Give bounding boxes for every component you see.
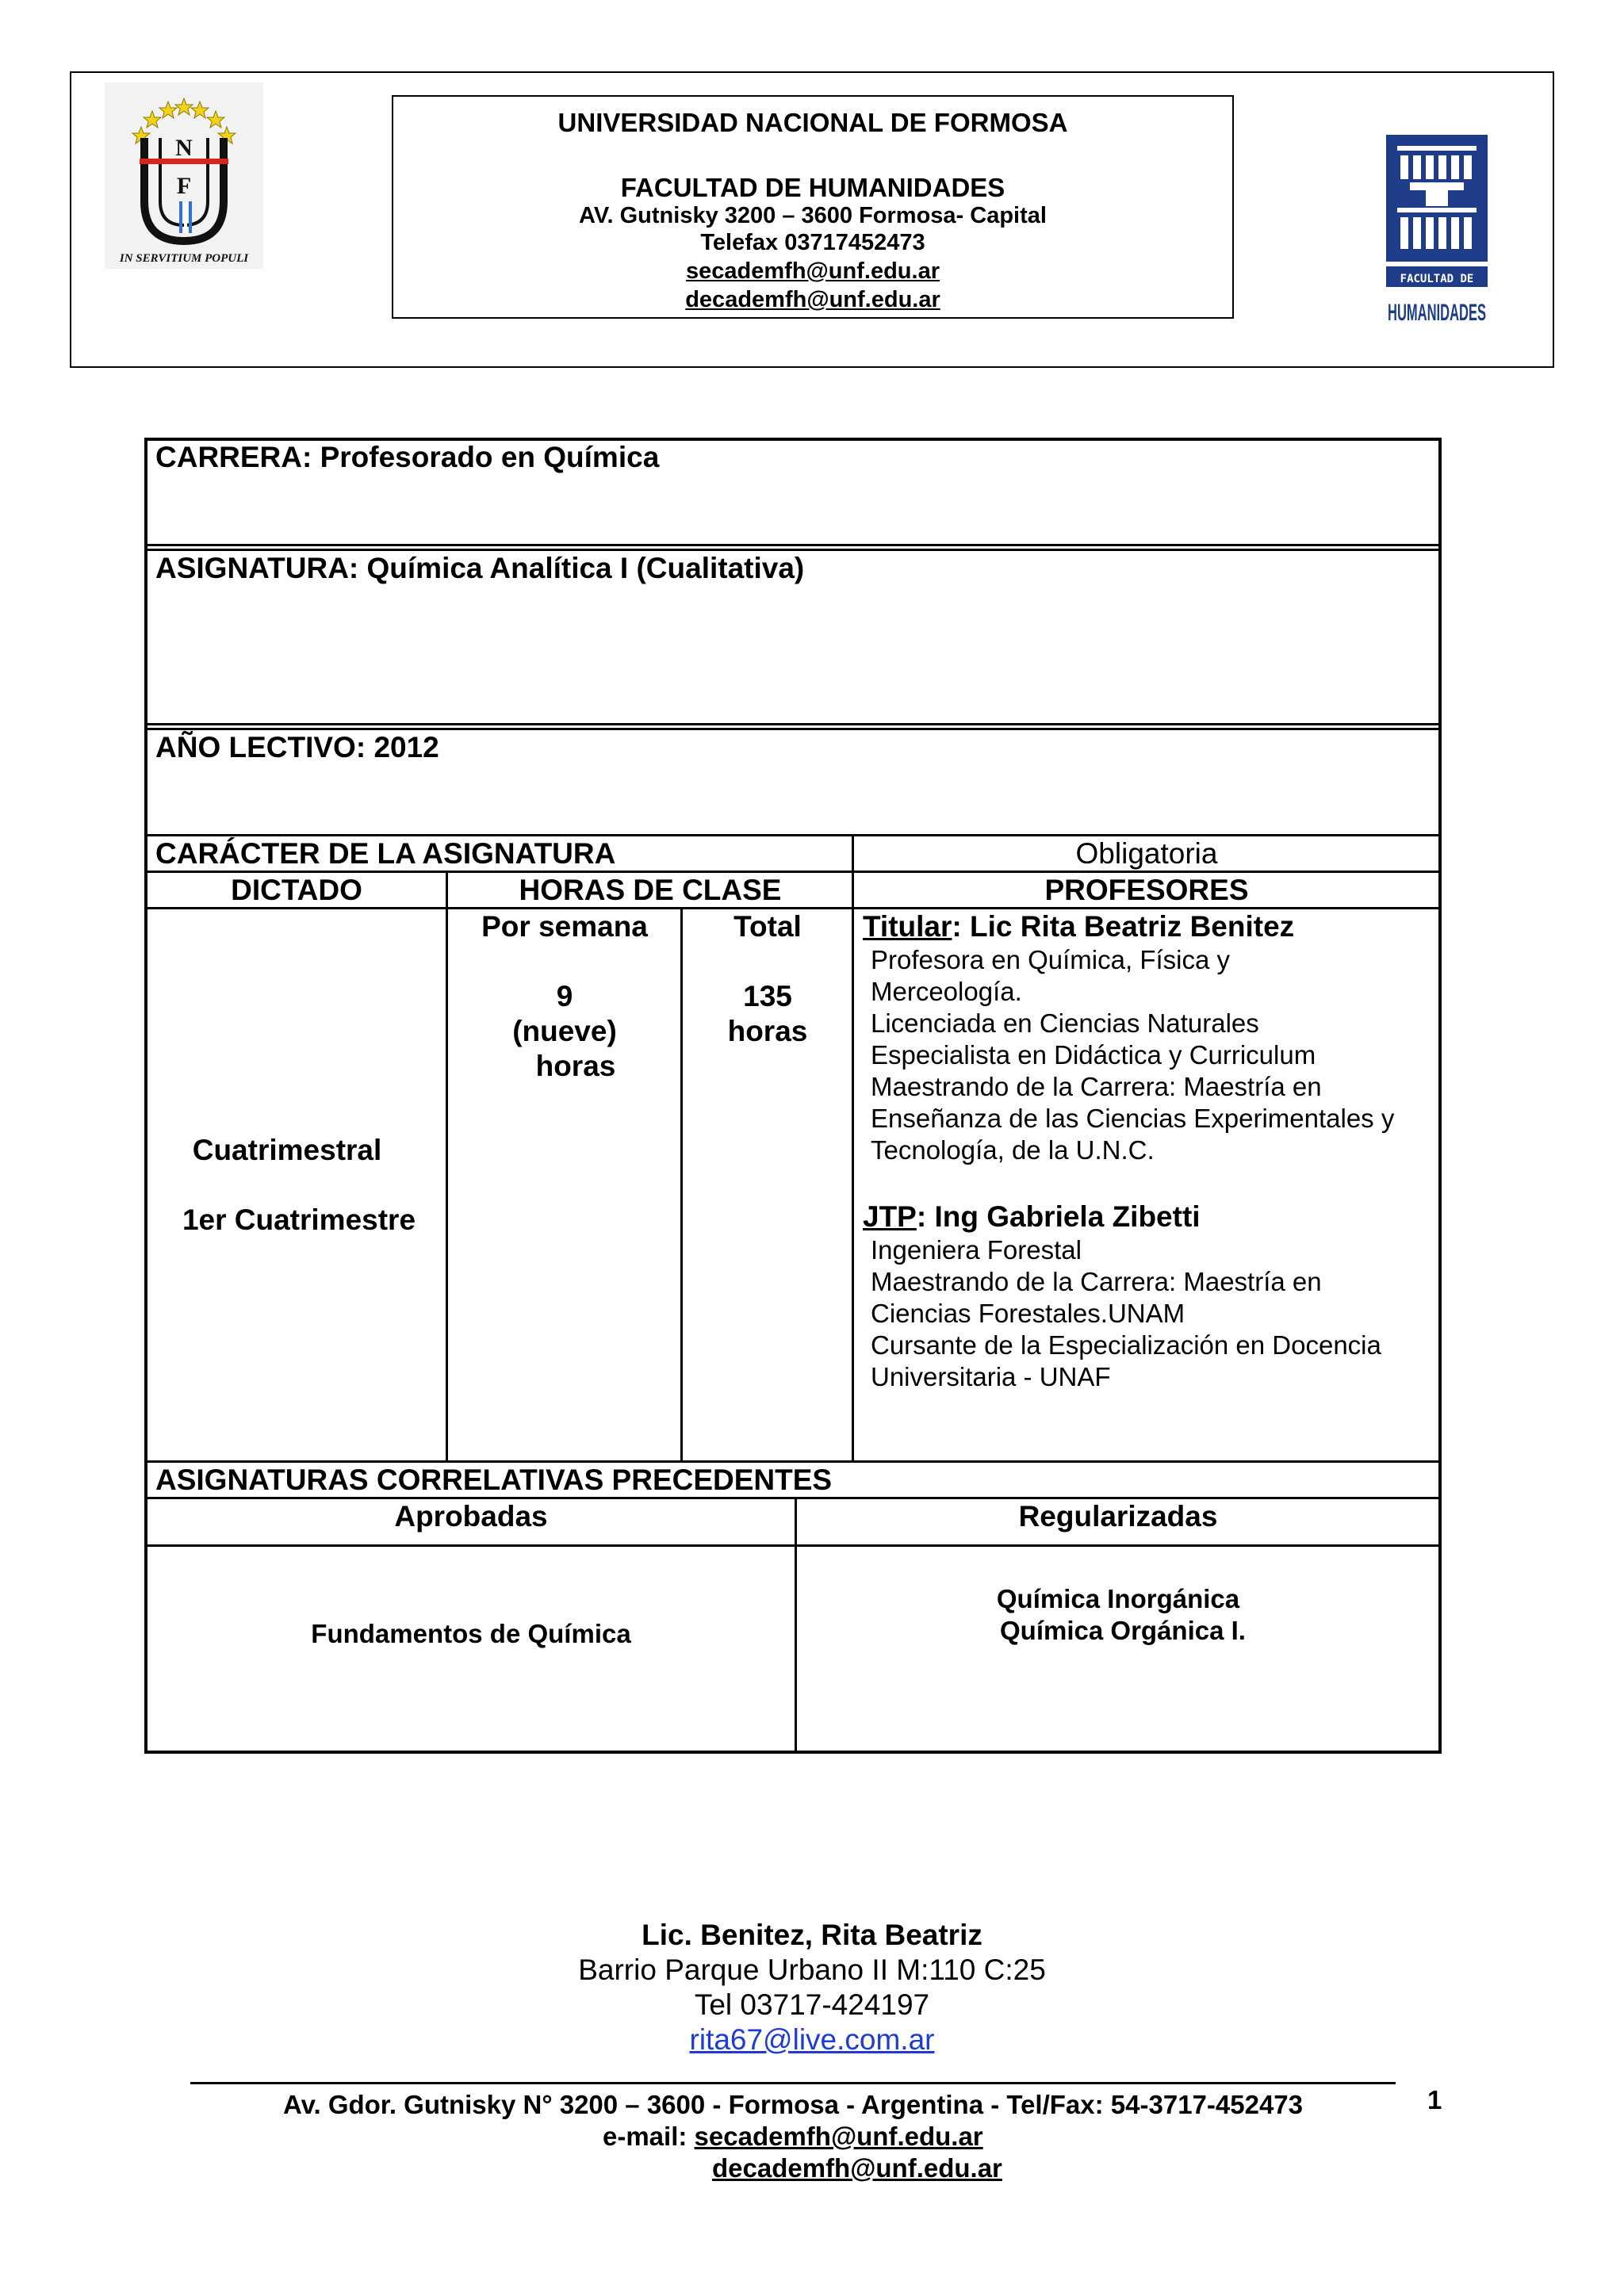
table-border — [144, 438, 147, 1754]
row-divider — [144, 728, 1442, 730]
jtp-label: JTP — [863, 1200, 917, 1233]
row-divider — [144, 1544, 1442, 1547]
footer-address: Av. Gdor. Gutnisky N° 3200 – 3600 - Formosa - Argentina - Tel/Fax: 54-3717-452473 — [282, 2090, 1304, 2119]
col-divider — [852, 834, 854, 1462]
dictado-cuatrimestral: Cuatrimestral — [192, 1134, 382, 1166]
jtp-heading — [863, 1200, 1201, 1234]
signature-name: Lic. Benitez, Rita Beatriz — [642, 1919, 982, 1951]
header-telefax: Telefax 03717452473 — [700, 230, 925, 255]
row-divider — [144, 1497, 1442, 1499]
jtp-line: Ciencias Forestales.UNAM — [871, 1299, 1185, 1328]
humanidades-logo — [1386, 135, 1488, 328]
semana-number: 9 — [556, 980, 573, 1012]
regularizadas-value-1: Química Inorgánica — [996, 1584, 1240, 1613]
semana-horas: horas — [535, 1050, 616, 1082]
aprobadas-header: Aprobadas — [394, 1500, 548, 1533]
footer-email-line — [603, 2122, 983, 2152]
col-divider — [680, 907, 683, 1462]
titular-line: Especialista en Didáctica y Curriculum — [871, 1040, 1316, 1070]
svg-text:IN SERVITIUM POPULI: IN SERVITIUM POPULI — [119, 252, 249, 265]
titular-line: Enseñanza de las Ciencias Experimentales y — [871, 1104, 1395, 1133]
table-border — [144, 1751, 1442, 1754]
titular-line: Merceología. — [871, 977, 1022, 1006]
titular-name: : Lic Rita Beatriz Benitez — [952, 910, 1295, 943]
total-number: 135 — [743, 980, 792, 1012]
header-email-2[interactable]: decademfh@unf.edu.ar — [685, 287, 940, 312]
total-horas: horas — [727, 1015, 808, 1047]
row-divider — [144, 834, 1442, 836]
row-divider — [144, 871, 1442, 873]
jtp-line: Universitaria - UNAF — [871, 1362, 1111, 1391]
page-number: 1 — [1427, 2085, 1442, 2114]
aprobadas-value: Fundamentos de Química — [311, 1619, 631, 1648]
caracter-label: CARÁCTER DE LA ASIGNATURA — [155, 837, 616, 870]
col-divider — [795, 1497, 797, 1752]
dictado-cuatrimestre: 1er Cuatrimestre — [182, 1203, 416, 1236]
faculty-name: FACULTAD DE HUMANIDADES — [620, 173, 1005, 202]
row-divider — [144, 1460, 1442, 1463]
por-semana-label: Por semana — [481, 910, 648, 943]
unf-logo — [105, 82, 263, 269]
jtp-line: Maestrando de la Carrera: Maestría en — [871, 1267, 1322, 1296]
jtp-line: Cursante de la Especialización en Docencia — [871, 1330, 1381, 1360]
titular-line: Profesora en Química, Física y — [871, 945, 1230, 974]
caracter-value: Obligatoria — [1075, 837, 1218, 870]
titular-line: Tecnología, de la U.N.C. — [871, 1135, 1155, 1165]
signature-address: Barrio Parque Urbano II M:110 C:25 — [578, 1954, 1046, 1986]
carrera-field: CARRERA: Profesorado en Química — [155, 441, 660, 473]
jtp-line: Ingeniera Forestal — [871, 1235, 1082, 1265]
signature-phone: Tel 03717-424197 — [694, 1988, 930, 2021]
signature-email-wrap — [0, 2023, 1624, 2057]
signature-email-link[interactable]: rita67@live.com.ar — [689, 2023, 935, 2056]
header-address: AV. Gutnisky 3200 – 3600 Formosa- Capital — [579, 203, 1047, 228]
profesores-header: PROFESORES — [1044, 874, 1249, 906]
titular-line: Licenciada en Ciencias Naturales — [871, 1008, 1259, 1038]
titular-heading — [863, 910, 1294, 943]
row-divider — [144, 723, 1442, 725]
header-email-1[interactable]: secademfh@unf.edu.ar — [686, 258, 940, 284]
svg-text:N: N — [175, 135, 193, 161]
footer-email-label: e-mail: — [603, 2122, 695, 2151]
correlativas-heading: ASIGNATURAS CORRELATIVAS PRECEDENTES — [155, 1464, 833, 1496]
regularizadas-header: Regularizadas — [1018, 1500, 1218, 1533]
anio-lectivo-field: AÑO LECTIVO: 2012 — [155, 731, 439, 763]
svg-text:HUMANIDADES: HUMANIDADES — [1388, 300, 1486, 326]
header-box — [392, 95, 1234, 319]
university-name: UNIVERSIDAD NACIONAL DE FORMOSA — [557, 108, 1068, 137]
regularizadas-value-2: Química Orgánica I. — [1000, 1616, 1246, 1645]
svg-text:F: F — [176, 173, 192, 199]
total-label: Total — [733, 910, 802, 943]
row-divider — [144, 907, 1442, 909]
horas-header: HORAS DE CLASE — [519, 874, 782, 906]
svg-text:FACULTAD DE: FACULTAD DE — [1400, 273, 1474, 285]
jtp-name: : Ing Gabriela Zibetti — [916, 1200, 1201, 1233]
footer-rule — [190, 2082, 1396, 2084]
titular-line: Maestrando de la Carrera: Maestría en — [871, 1072, 1322, 1101]
table-border — [1438, 438, 1442, 1754]
titular-label: Titular — [863, 910, 952, 943]
semana-words: (nueve) — [512, 1015, 617, 1047]
col-divider — [446, 871, 448, 1462]
footer-email-1[interactable]: secademfh@unf.edu.ar — [694, 2122, 983, 2151]
row-divider — [144, 544, 1442, 546]
row-divider — [144, 549, 1442, 551]
footer-email-2[interactable]: decademfh@unf.edu.ar — [712, 2153, 1002, 2183]
dictado-header: DICTADO — [231, 874, 362, 906]
asignatura-field: ASIGNATURA: Química Analítica I (Cualitativa) — [155, 552, 805, 584]
